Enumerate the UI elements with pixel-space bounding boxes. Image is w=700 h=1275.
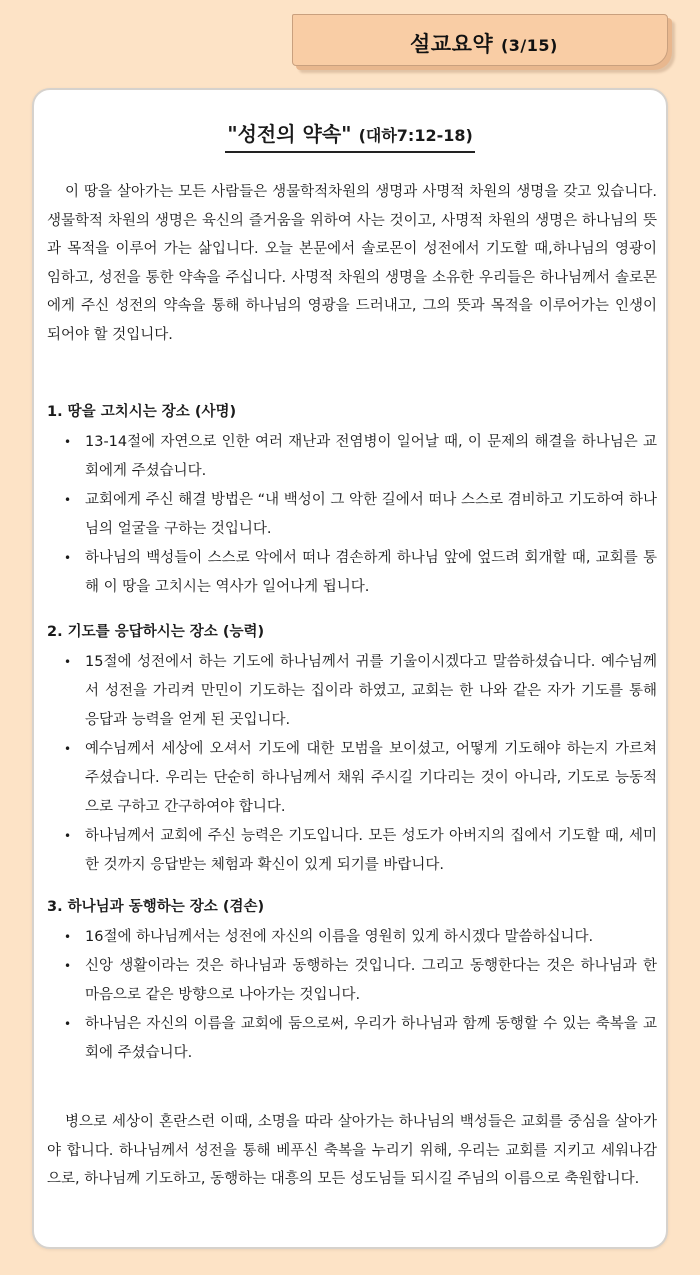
list-item [47, 822, 657, 880]
list-item [47, 428, 657, 486]
point-text: 16절에 하나님께서는 성전에 자신의 이름을 영원히 있게 하시겠다 말씀하십니다. [85, 929, 594, 945]
intro-paragraph: 이 땅을 살아가는 모든 사람들은 생물학적차원의 생명과 사명적 차원의 생명을 갖고 있습니다. 생물학적 차원의 생명은 육신의 즐거움을 위하여 사는 것이고, 사명적 차원의 생명은 하나님의 뜻과 목적을 이루어 가는 삶입니다. 오늘 본문에서 솔로몬이 성전에서 기도할 때,하나님의 영광이 임하고, 성전을 통한 약속을 주십니다. 사명적 차원의 생명을 소유한 우리들은 하나님께서 솔로몬에게 주신 성전의 약속을 통해 하나님의 영광을 드러내고, 그의 뜻과 목적을 이루어가는 인생이 되어야 할 것입니다. [47, 184, 657, 343]
closing-paragraph: 병으로 세상이 혼란스런 이때, 소명을 따라 살아가는 하나님의 백성들은 교회를 중심을 살아가야 합니다. 하나님께서 성전을 통해 베푸신 축복을 누리기 위해, 우리는 교회를 지키고 세워나감으로, 하나님께 기도하고, 동행하는 대흥의 모든 성도님들 되시길 주님의 이름으로 축원합니다. [47, 1114, 657, 1187]
point-text: 신앙 생활이라는 것은 하나님과 동행하는 것입니다. 그리고 동행한다는 것은 하나님과 한 마음으로 같은 방향으로 나아가는 것입니다. [85, 958, 657, 1003]
section-heading: 2. 기도를 응답하시는 장소 (능력) [47, 624, 265, 640]
point-text: 교회에게 주신 해결 방법은 “내 백성이 그 악한 길에서 떠나 스스로 겸비하고 기도하여 하나님의 얼굴을 구하는 것입니다. [85, 492, 657, 537]
list-item [47, 486, 657, 544]
sermon-title-underlined [225, 118, 475, 153]
section-heading: 3. 하나님과 동행하는 장소 (겸손) [47, 899, 265, 915]
header-title-text: 설교요약 [410, 32, 494, 56]
list-item [47, 1010, 657, 1068]
bullet-icon: • [64, 551, 72, 565]
bullet-icon: • [64, 493, 72, 507]
bullet-icon: • [64, 1017, 72, 1031]
bullet-icon: • [64, 742, 72, 756]
bullet-icon: • [64, 930, 72, 944]
section-points [47, 648, 657, 880]
list-item [47, 735, 657, 822]
list-item [47, 952, 657, 1010]
bullet-icon: • [64, 655, 72, 669]
list-item [47, 923, 657, 952]
header-title [410, 28, 558, 58]
section-3 [47, 895, 657, 1068]
point-text: 15절에 성전에서 하는 기도에 하나님께서 귀를 기울이시겠다고 말씀하셨습니다. 예수님께서 성전을 가리켜 만민이 기도하는 집이라 하였고, 교회는 한 나와 같은 자가 기도를 통해 응답과 능력을 얻게 된 곳입니다. [85, 654, 657, 728]
section-2 [47, 620, 657, 880]
point-text: 예수님께서 세상에 오셔서 기도에 대한 모범을 보이셨고, 어떻게 기도해야 하는지 가르쳐 주셨습니다. 우리는 단순히 하나님께서 채워 주시길 기다리는 것이 아니라, 기도로 능동적으로 구하고 간구하여야 합니다. [85, 741, 657, 815]
sermon-title-main: "성전의 약속" [227, 122, 352, 146]
point-text: 13-14절에 자연으로 인한 여러 재난과 전염병이 일어날 때, 이 문제의 해결을 하나님은 교회에게 주셨습니다. [85, 434, 657, 479]
header-date: (3/15) [500, 36, 558, 55]
sermon-title-reference: (대하7:12-18) [358, 126, 473, 145]
bullet-icon: • [64, 829, 72, 843]
section-1 [47, 400, 657, 602]
point-text: 하나님은 자신의 이름을 교회에 둠으로써, 우리가 하나님과 함께 동행할 수 있는 축복을 교회에 주셨습니다. [85, 1016, 657, 1061]
list-item [47, 648, 657, 735]
bullet-icon: • [64, 435, 72, 449]
section-points [47, 428, 657, 602]
section-points [47, 923, 657, 1068]
point-text: 하나님께서 교회에 주신 능력은 기도입니다. 모든 성도가 아버지의 집에서 기도할 때, 세미한 것까지 응답받는 체험과 확신이 있게 되기를 바랍니다. [85, 828, 657, 873]
point-text: 하나님의 백성들이 스스로 악에서 떠나 겸손하게 하나님 앞에 엎드려 회개할 때, 교회를 통해 이 땅을 고치시는 역사가 일어나게 됩니다. [85, 550, 657, 595]
list-item [47, 544, 657, 602]
sermon-title [0, 118, 700, 153]
bullet-icon: • [64, 959, 72, 973]
section-heading: 1. 땅을 고치시는 장소 (사명) [47, 404, 237, 420]
